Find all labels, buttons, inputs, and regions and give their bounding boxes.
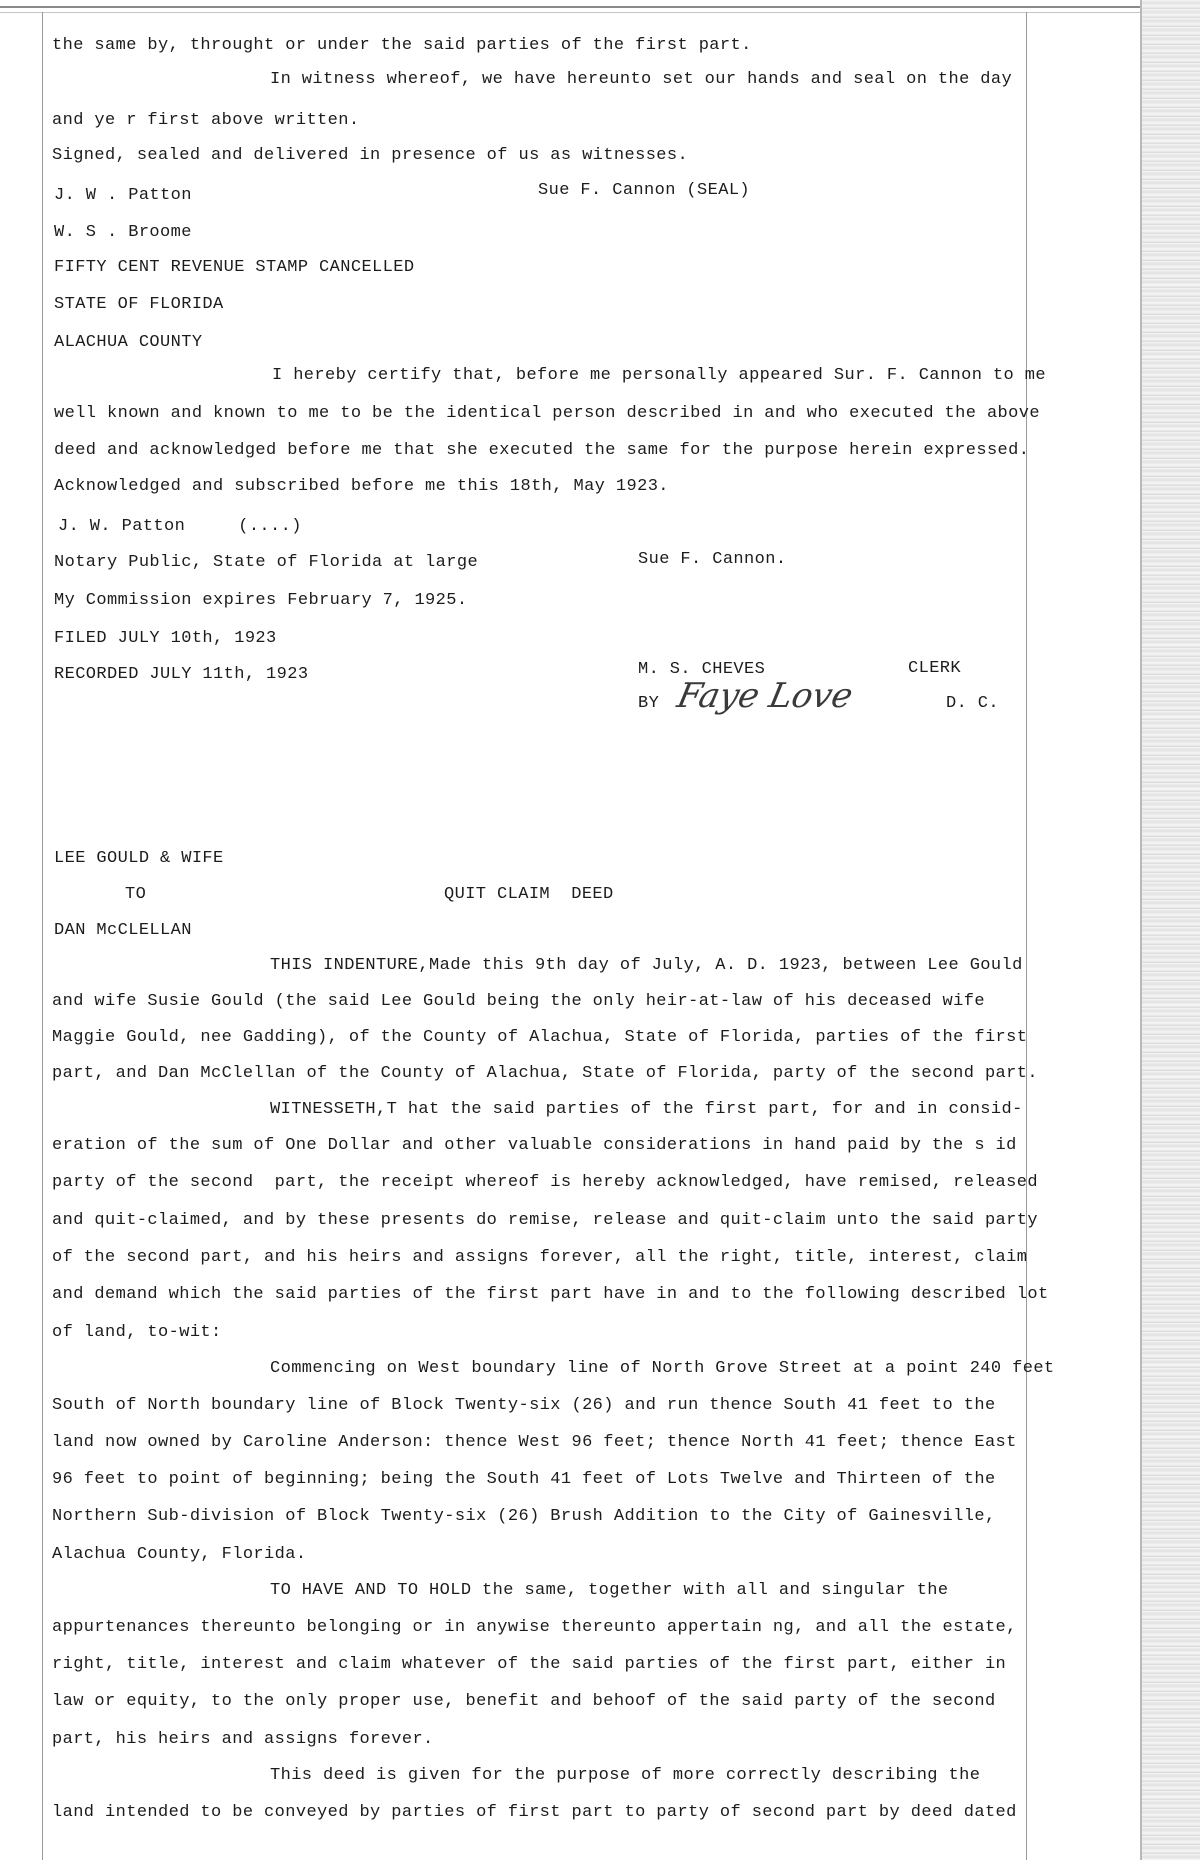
deed2-body-3: Maggie Gould, nee Gadding), of the County of Alachua, State of Florida, parties of the first [52,1028,1028,1047]
ack-line-3: deed and acknowledged before me that she executed the same for the purpose herein expressed. [54,441,1030,460]
deed2-to: TO [125,885,147,904]
top-rule-secondary [0,12,1200,13]
book-binding-edge [1140,0,1200,1860]
clerk-name: M. S. CHEVES [638,660,766,679]
grantor-signature: Sue F. Cannon (SEAL) [538,181,751,200]
deed2-body-22: part, his heirs and assigns forever. [52,1730,434,1749]
deed2-body-7: party of the second part, the receipt whereof is hereby acknowledged, have remised, released [52,1173,1038,1192]
deed2-body-15: 96 feet to point of beginning; being the South 41 feet of Lots Twelve and Thirteen of the [52,1470,996,1489]
deed2-body-4: part, and Dan McClellan of the County of Alachua, State of Florida, party of the second part. [52,1064,1038,1083]
ack-line-4: Acknowledged and subscribed before me this 18th, May 1923. [54,477,669,496]
ack-line-1: I hereby certify that, before me personally appeared Sur. F. Cannon to me [272,366,1046,385]
by-label: BY [638,694,660,713]
deed2-body-10: and demand which the said parties of the first part have in and to the following described lot [52,1285,1049,1304]
deed2-body-11: of land, to-wit: [52,1323,222,1342]
right-margin-line [1026,12,1027,1860]
filed-date: FILED JULY 10th, 1923 [54,629,277,648]
deed2-grantors: LEE GOULD & WIFE [54,849,224,868]
deed2-body-19: appurtenances thereunto belonging or in anywise thereunto appertain ng, and all the estate, [52,1618,1017,1637]
witness-2: W. S . Broome [54,223,192,242]
deed2-body-16: Northern Sub-division of Block Twenty-six (26) Brush Addition to the City of Gainesville, [52,1507,996,1526]
deed1-line-4: Signed, sealed and delivered in presence of us as witnesses. [52,146,689,165]
signer-repeat: Sue F. Cannon. [638,550,787,569]
deed1-line-3: and ye r first above written. [52,111,360,130]
deed2-body-2: and wife Susie Gould (the said Lee Gould being the only heir-at-law of his deceased wife [52,992,985,1011]
deed2-body-13: South of North boundary line of Block Twenty-six (26) and run thence South 41 feet to the [52,1396,996,1415]
deed2-body-24: land intended to be conveyed by parties of first part to party of second part by deed dated [52,1803,1017,1822]
commission-expiry: My Commission expires February 7, 1925. [54,591,468,610]
deed2-body-20: right, title, interest and claim whatever of the said parties of the first part, either in [52,1655,1007,1674]
deputy-clerk-suffix: D. C. [946,694,1000,713]
deed2-doc-type: QUIT CLAIM DEED [444,885,614,904]
deed2-body-14: land now owned by Caroline Anderson: thence West 96 feet; thence North 41 feet; thence East [52,1433,1017,1452]
deputy-clerk-signature: Faye Love [673,676,857,716]
ack-line-2: well known and known to me to be the identical person described in and who executed the above [54,404,1040,423]
clerk-title: CLERK [908,659,962,678]
deed2-body-17: Alachua County, Florida. [52,1545,307,1564]
notary-title: Notary Public, State of Florida at large [54,553,479,572]
deed2-body-6: eration of the sum of One Dollar and other valuable considerations in hand paid by the s id [52,1136,1017,1155]
binding-border [1140,0,1142,1860]
deed1-line-1: the same by, throught or under the said parties of the first part. [52,36,752,55]
revenue-stamp-note: FIFTY CENT REVENUE STAMP CANCELLED [54,258,415,277]
left-margin-line [42,12,43,1860]
deed2-body-18: TO HAVE AND TO HOLD the same, together with all and singular the [270,1581,949,1600]
deed2-body-1: THIS INDENTURE,Made this 9th day of July, A. D. 1923, between Lee Gould [270,956,1023,975]
county-heading: ALACHUA COUNTY [54,333,203,352]
deed2-body-21: law or equity, to the only proper use, benefit and behoof of the said party of the second [52,1692,996,1711]
witness-1: J. W . Patton [54,186,192,205]
recorded-date: RECORDED JULY 11th, 1923 [54,665,309,684]
top-rule [0,6,1200,8]
deed2-grantee: DAN McCLELLAN [54,921,192,940]
state-heading: STATE OF FLORIDA [54,295,224,314]
deed2-body-12: Commencing on West boundary line of North Grove Street at a point 240 feet [270,1359,1055,1378]
notary-name: J. W. Patton (....) [58,517,302,536]
deed1-line-2: In witness whereof, we have hereunto set our hands and seal on the day [270,70,1013,89]
deed2-body-9: of the second part, and his heirs and assigns forever, all the right, title, interest, claim [52,1248,1028,1267]
deed2-body-5: WITNESSETH,T hat the said parties of the first part, for and in consid- [270,1100,1023,1119]
deed2-body-23: This deed is given for the purpose of more correctly describing the [270,1766,981,1785]
deed2-body-8: and quit-claimed, and by these presents do remise, release and quit-claim unto the said party [52,1211,1038,1230]
